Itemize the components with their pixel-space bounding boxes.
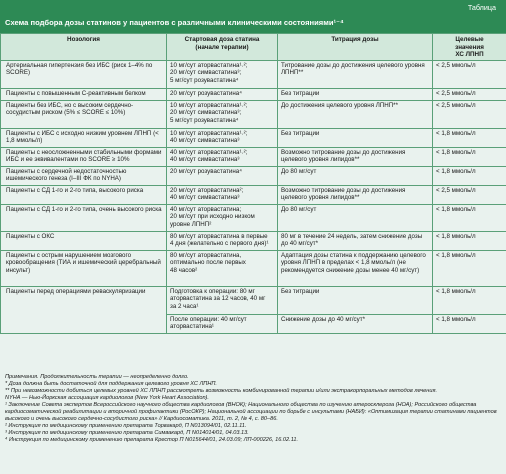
cell-start-dose [167, 251, 278, 287]
cell-start-dose [167, 167, 278, 186]
dose-line: 20 мг/сут симвастатина³; [170, 69, 242, 77]
table-row [1, 167, 506, 186]
cell-titration: Возможно титрование дозы до достижения целевого уровня липидов** [278, 148, 433, 167]
dose-line: 40 мг/сут аторвастатина¹˒²; [170, 149, 248, 156]
table-row [1, 287, 506, 315]
dose-line: После операции: 40 мг/сут [170, 316, 247, 323]
note-ref-1: ¹ Заключение Совета экспертов Всероссийского научного общества кардиологов (ВНОК); Национального общества по изучению атеросклероза (НОА); Российского общества кардиосоматической реабилитации и вторичной профилактики (РосОКР); Национальной ассоциации по борьбе с инсультами (НАБИ): «Оптимизация терапии статинами пациентов высокого и очень высокого сердечно-сосудистого риска» // Кардиосоматика. 2011, т. 2, № 4, с. 80–86. [5, 401, 497, 422]
table-row [1, 129, 506, 148]
cell-titration: Без титрации [278, 287, 433, 315]
cell-condition: Пациенты с сердечной недостаточностью ишемического генеза (I–III ФК по NYHA) [1, 167, 167, 186]
dose-line: 5 мг/сут розувастатина⁴ [170, 116, 239, 124]
table-head-row [1, 34, 506, 61]
cell-titration: До достижения целевого уровня ЛПНП** [278, 101, 433, 129]
cell-target-ldl: < 1,8 ммоль/л [433, 315, 506, 334]
column-header-condition: Нозология [1, 34, 167, 61]
cell-condition: Пациенты с повышенным С-реактивным белком [1, 89, 167, 101]
table-label: Таблица [467, 3, 496, 12]
table-header-bar [0, 0, 506, 33]
cell-start-dose [167, 287, 278, 315]
dose-line: 10 мг/сут аторвастатина¹˒²; [170, 102, 248, 109]
cell-titration: 80 мг в течение 24 недель, затем снижение дозы до 40 мг/сут* [278, 232, 433, 251]
cell-start-dose [167, 101, 278, 129]
cell-start-dose [167, 232, 278, 251]
note-dose: * Доза должна быть достаточной для поддержания целевого уровня ХС ЛПНП. [5, 380, 217, 387]
dose-line: 40 мг/сут симвастатина³ [170, 194, 240, 202]
dose-line: 80 мг/сут аторвастатина в первые [170, 233, 268, 240]
column-header-titration: Титрация дозы [278, 34, 433, 61]
cell-condition: Пациенты перед операциями реваскуляризации [1, 287, 167, 334]
dose-line: 20 мг/сут аторвастатина²; [170, 187, 244, 194]
footnotes [5, 374, 502, 444]
table-row [1, 89, 506, 101]
dose-line: аторвастатина за 12 часов, 40 мг [170, 295, 266, 303]
table-row [1, 186, 506, 205]
table-row [1, 61, 506, 89]
dose-line: оптимально после первых [170, 259, 246, 267]
dose-line: 10 мг/сут аторвастатина¹˒²; [170, 130, 248, 137]
cell-target-ldl: < 1,8 ммоль/л [433, 251, 506, 287]
cell-target-ldl: < 1,8 ммоль/л [433, 129, 506, 148]
cell-titration: До 80 мг/сут [278, 205, 433, 232]
cell-start-dose [167, 205, 278, 232]
cell-condition: Пациенты с СД 1-го и 2-го типа, очень высокого риска [1, 205, 167, 232]
dose-line: уровне ЛПНП² [170, 220, 212, 228]
column-header-target: Целевые значения ХС ЛПНП [433, 34, 506, 61]
cell-start-dose [167, 129, 278, 148]
cell-target-ldl: < 2,5 ммоль/л [433, 89, 506, 101]
table-row [1, 101, 506, 129]
cell-start-dose [167, 89, 278, 101]
dose-line: за 2 часа¹ [170, 302, 199, 310]
cell-condition: Артериальная гипертензия без ИБС (риск 1–4% по SCORE) [1, 61, 167, 89]
dose-line: 48 часов² [170, 266, 198, 274]
dose-line: 5 мг/сут розувастатина⁴ [170, 76, 239, 84]
cell-target-ldl: < 1,8 ммоль/л [433, 287, 506, 315]
dose-line: 4 дня (желательно с первого дня)¹ [170, 240, 269, 248]
dose-line: 40 мг/сут симвастатина³ [170, 137, 240, 145]
column-header-start-dose: Стартовая доза статина (начале терапии) [167, 34, 278, 61]
note-nyha: NYHA — Нью-Йоркская ассоциация кардиологов (New York Heart Association). [5, 394, 209, 401]
dose-line: 20 мг/сут розувастатина⁴ [170, 90, 242, 97]
dose-line: 40 мг/сут аторвастатина; [170, 206, 242, 213]
dose-line: 10 мг/сут аторвастатина¹˒²; [170, 62, 248, 69]
cell-condition: Пациенты с неосложненными стабильными формами ИБС и ее эквивалентами по SCORE ≥ 10% [1, 148, 167, 167]
cell-start-dose [167, 186, 278, 205]
cell-condition: Пациенты с острым нарушением мозгового кровообращения (ТИА и ишемический церебральный инсульт) [1, 251, 167, 287]
dose-line: аторвастатина¹ [170, 323, 214, 331]
dose-line: 80 мг/сут аторвастатина, [170, 252, 242, 259]
note-combination: ** При невозможности добиться целевых уровней ХС ЛПНП рассмотреть возможность комбинированной терапии и/или экстракорпоральных методов лечения. [5, 387, 438, 394]
cell-start-dose [167, 315, 278, 334]
cell-condition: Пациенты с ИБС с исходно низким уровнем ЛПНП (< 1,8 ммоль/л) [1, 129, 167, 148]
cell-titration: Адаптация дозы статина к поддержанию целевого уровня ЛПНП в пределах < 1,8 ммоль/л (не рекомендуется снижение дозы менее 40 мг/сут) [278, 251, 433, 287]
dose-line: 20 мг/сут розувастатина⁴ [170, 168, 242, 175]
cell-target-ldl: < 2,5 ммоль/л [433, 186, 506, 205]
table-row [1, 251, 506, 287]
note-ref-3: ³ Инструкция по медицинскому применению препарата Симвакард, П N014014/01, 04.03.13. [5, 429, 249, 436]
cell-target-ldl: < 1,8 ммоль/л [433, 167, 506, 186]
cell-start-dose [167, 148, 278, 167]
table-container [0, 33, 506, 334]
cell-titration: До 80 мг/сут [278, 167, 433, 186]
cell-target-ldl: < 1,8 ммоль/л [433, 205, 506, 232]
table-title: Схема подбора дозы статинов у пациентов с различными клиническими состояниями¹⁻⁴ [5, 18, 344, 27]
cell-target-ldl: < 1,8 ммоль/л [433, 148, 506, 167]
note-duration: Примечания. Продолжительность терапии — неопределенно долго. [5, 374, 189, 380]
cell-start-dose [167, 61, 278, 89]
dose-line: Подготовка к операции: 80 мг [170, 288, 255, 295]
cell-titration: Снижение дозы до 40 мг/сут* [278, 315, 433, 334]
note-ref-4: ⁴ Инструкция по медицинскому применению препарата Крестор П N015644/01, 24.03.09; ЛП-000226, 16.02.11. [5, 436, 299, 443]
table-row [1, 205, 506, 232]
table-body [1, 61, 506, 334]
cell-condition: Пациенты без ИБС, но с высоким сердечно-сосудистым риском (5% ≤ SCORE ≤ 10%) [1, 101, 167, 129]
cell-target-ldl: < 1,8 ммоль/л [433, 232, 506, 251]
cell-titration: Титрование дозы до достижения целевого уровня ЛПНП** [278, 61, 433, 89]
cell-condition: Пациенты с ОКС [1, 232, 167, 251]
dose-line: 40 мг/сут симвастатина³ [170, 156, 240, 164]
dose-line: 20 мг/сут при исходно низком [170, 213, 255, 221]
note-ref-2: ² Инструкция по медицинскому применению препарата Торвакард, П N013094/01, 02.11.11. [5, 422, 247, 429]
cell-target-ldl: < 2,5 ммоль/л [433, 61, 506, 89]
cell-titration: Без титрации [278, 129, 433, 148]
cell-titration: Возможно титрование дозы до достижения целевого уровня липидов** [278, 186, 433, 205]
table-row [1, 148, 506, 167]
cell-titration: Без титрации [278, 89, 433, 101]
dose-line: 20 мг/сут симвастатина³; [170, 109, 242, 117]
cell-condition: Пациенты с СД 1-го и 2-го типа, высокого риска [1, 186, 167, 205]
cell-target-ldl: < 2,5 ммоль/л [433, 101, 506, 129]
table-row [1, 232, 506, 251]
dosing-table [0, 33, 506, 334]
